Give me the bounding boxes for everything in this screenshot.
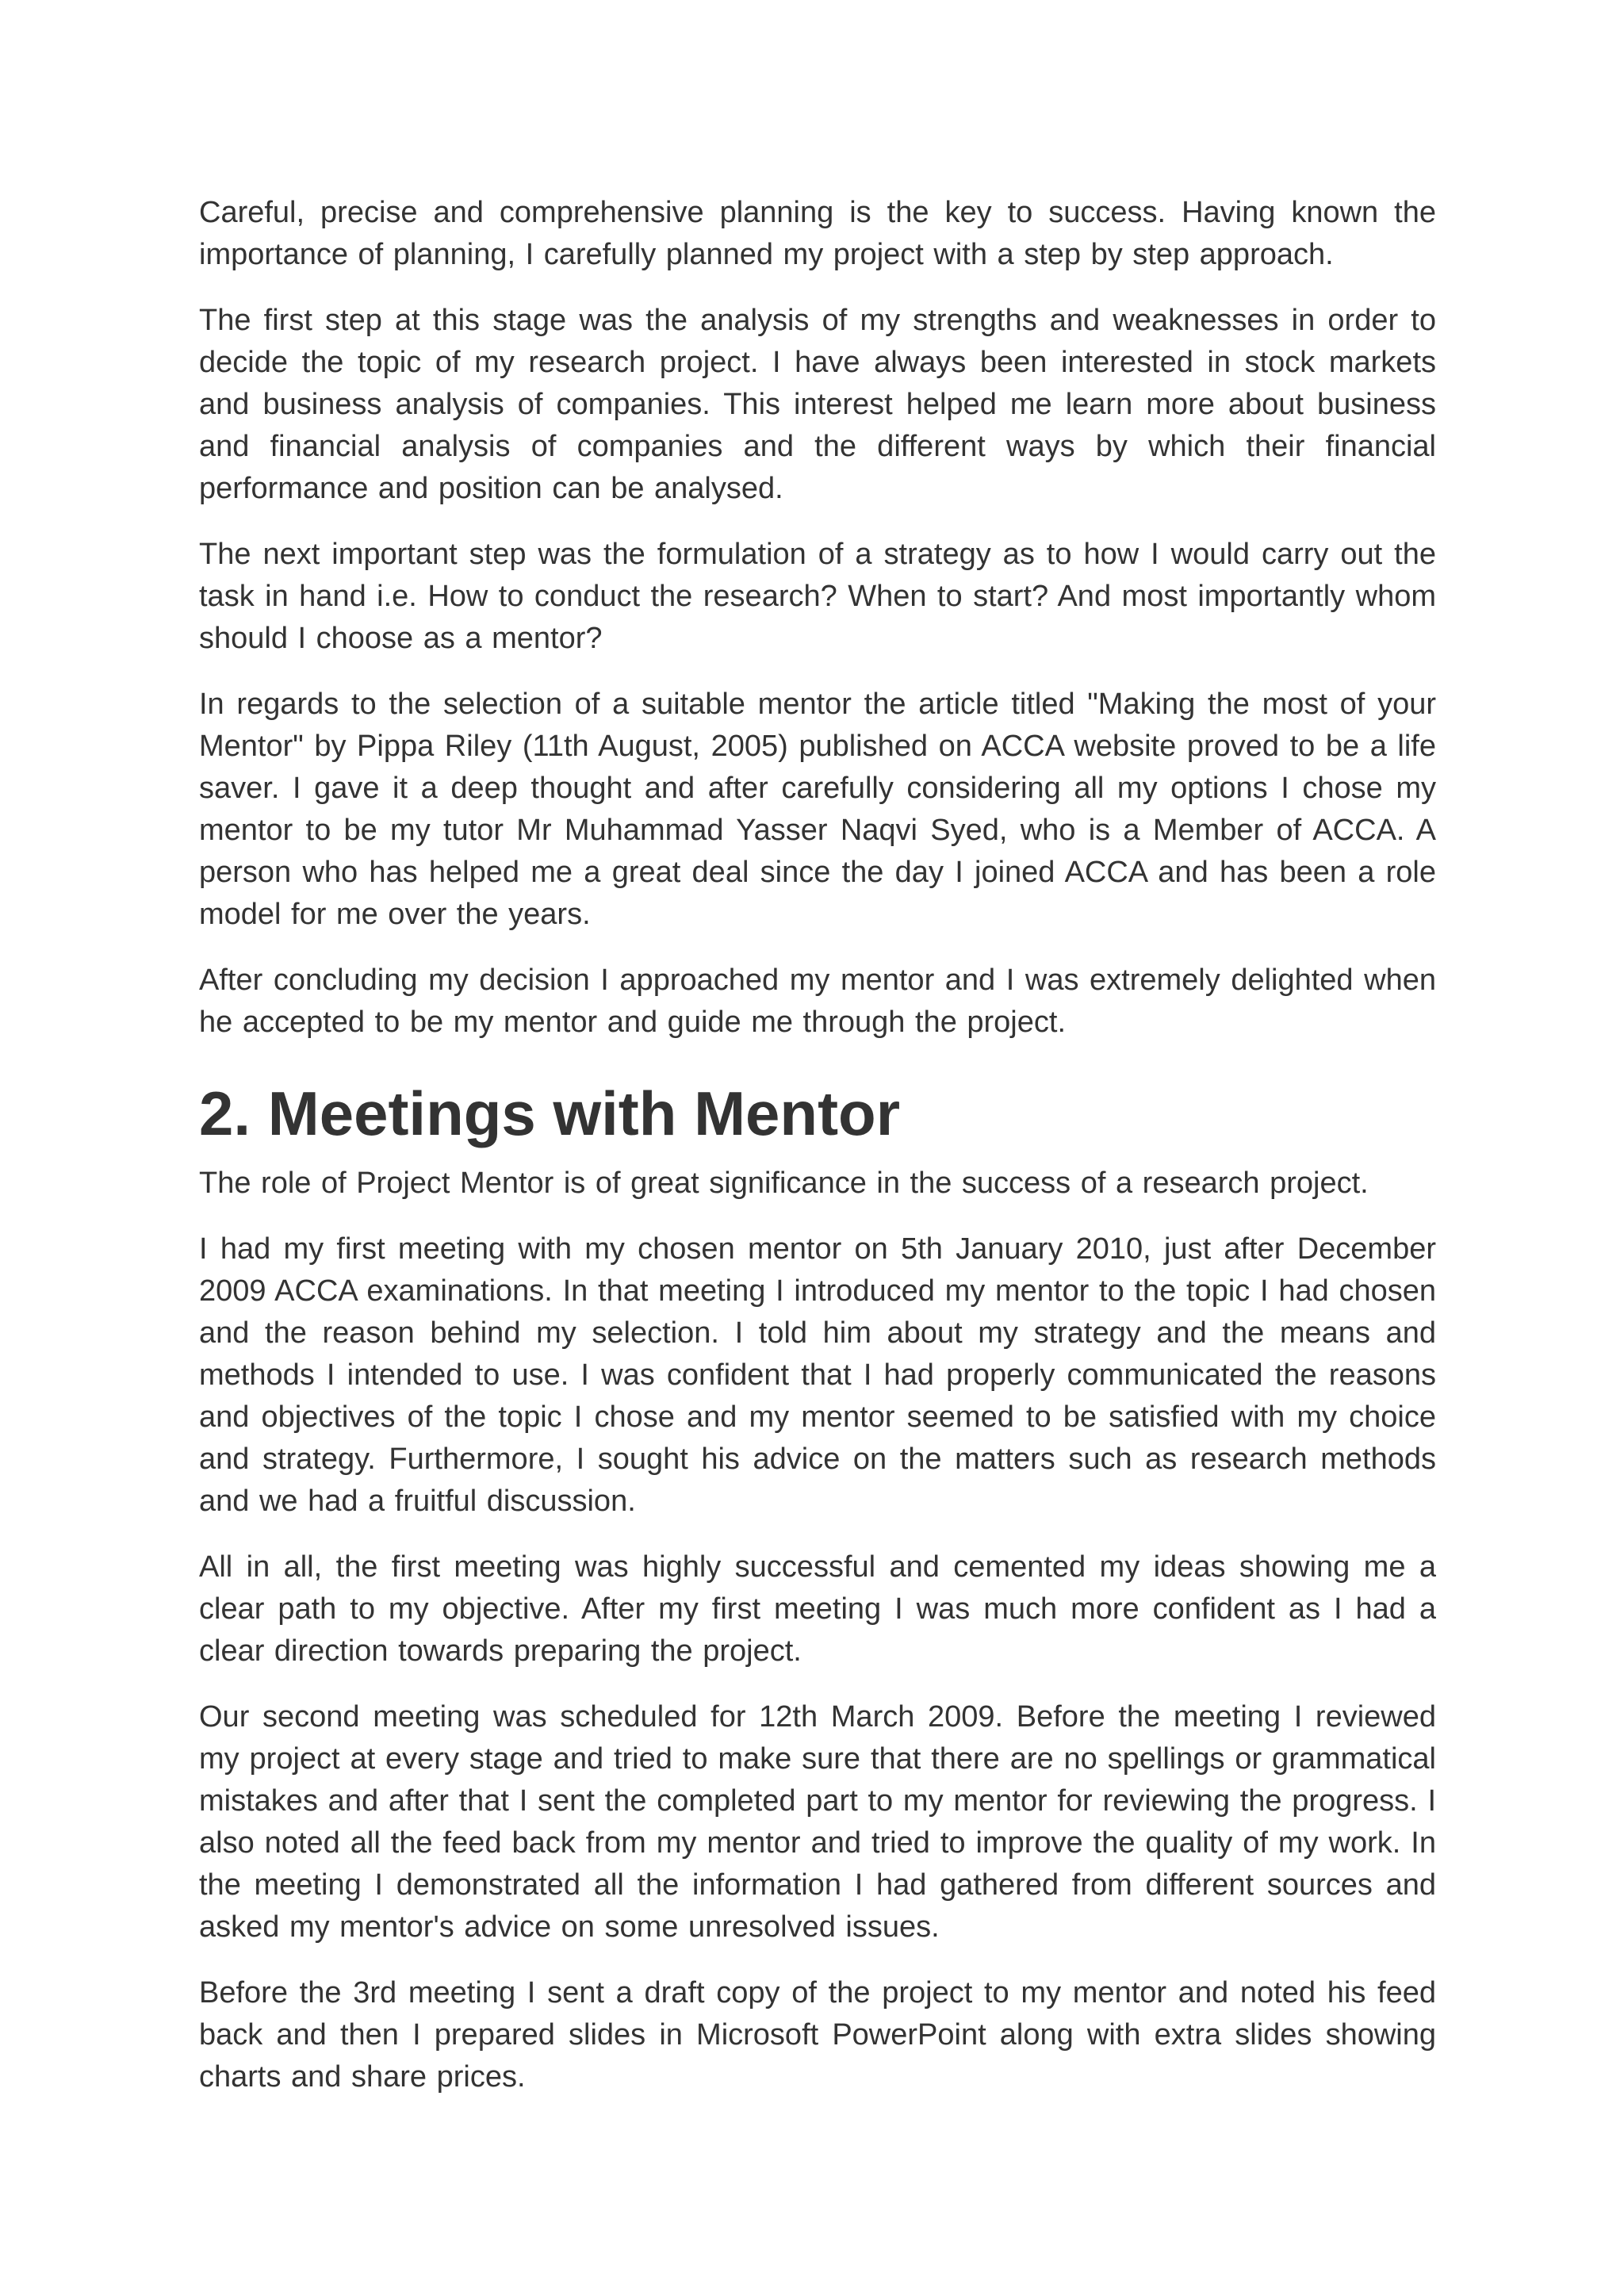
paragraph-second-meeting: Our second meeting was scheduled for 12th March 2009. Before the meeting I reviewed my project at every stage and tried to make sure that there are no spellings or grammatical mistakes and after that I sent the completed part to my mentor for reviewing the progress. I also noted all the feed back from my mentor and tried to improve the quality of my work. In the meeting I demonstrated all the information I had gathered from different sources and asked my mentor's advice on some unresolved issues. [199, 1700, 1436, 1944]
section-heading-meetings: 2. Meetings with Mentor [199, 1079, 901, 1148]
paragraph-strategy: The next important step was the formulation of a strategy as to how I would carry out the task in hand i.e. How to conduct the research? When to start? And most importantly whom should I choose as a mentor? [199, 538, 1436, 655]
paragraph-first-step: The first step at this stage was the analysis of my strengths and weaknesses in order to decide the topic of my research project. I have always been interested in stock markets and business analysis of companies. This interest helped me learn more about business and financial analysis of companies and the different ways by which their financial performance and position can be analysed. [199, 304, 1436, 505]
document-page [199, 192, 1436, 2122]
paragraph-mentor-accepted: After concluding my decision I approached my mentor and I was extremely delighted when he accepted to be my mentor and guide me through the project. [199, 964, 1436, 1039]
paragraph-mentor-role: The role of Project Mentor is of great significance in the success of a research project. [199, 1167, 1369, 1200]
paragraph-first-meeting: I had my first meeting with my chosen mentor on 5th January 2010, just after December 2009 ACCA examinations. In that meeting I introduced my mentor to the topic I had chosen and the reason behind my selection. I told him about my strategy and the means and methods I intended to use. I was confident that I had properly communicated the reasons and objectives of the topic I chose and my mentor seemed to be satisfied with my choice and strategy. Furthermore, I sought his advice on the matters such as research methods and we had a fruitful discussion. [199, 1232, 1436, 1518]
paragraph-first-meeting-summary: All in all, the first meeting was highly successful and cemented my ideas showing me a clear path to my objective. After my first meeting I was much more confident as I had a clear direction towards preparing the project. [199, 1550, 1436, 1668]
paragraph-mentor-selection: In regards to the selection of a suitable mentor the article titled "Making the most of your Mentor" by Pippa Riley (11th August, 2005) published on ACCA website proved to be a life saver. I gave it a deep thought and after carefully considering all my options I chose my mentor to be my tutor Mr Muhammad Yasser Naqvi Syed, who is a Member of ACCA. A person who has helped me a great deal since the day I joined ACCA and has been a role model for me over the years. [199, 688, 1436, 931]
paragraph-third-meeting: Before the 3rd meeting I sent a draft copy of the project to my mentor and noted his feed back and then I prepared slides in Microsoft PowerPoint along with extra slides showing charts and share prices. [199, 1976, 1436, 2094]
paragraph-planning-intro: Careful, precise and comprehensive planning is the key to success. Having known the importance of planning, I carefully planned my project with a step by step approach. [199, 196, 1436, 271]
